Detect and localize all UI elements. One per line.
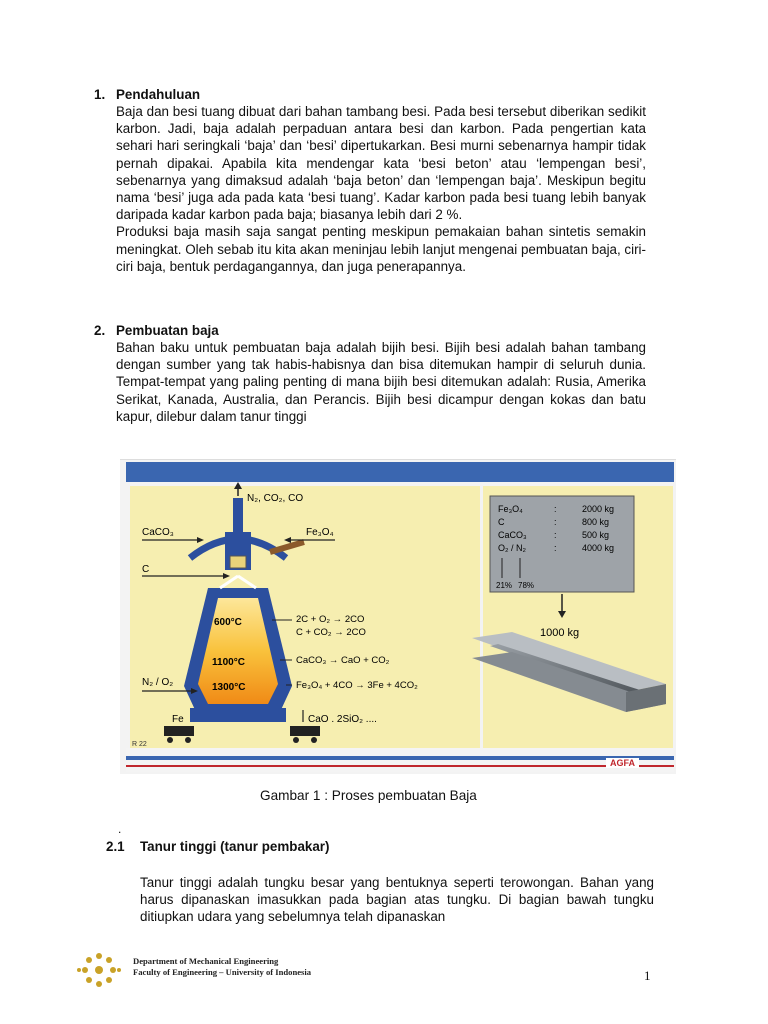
paragraph: Bahan baku untuk pembuatan baja adalah bijih besi. Bijih besi adalah bahan tambang dengan sumber yang tak habis-habisnya dan bisa ditemukan hampir di seluruh dunia. Tempat-tempat yang paling penting di mana bijih besi ditemukan adalah: Rusia, Amerika Serikat, Kanada, Australia, dan Perancis. Bijih besi dicampur dengan kokas dan batu kapur, dilebur dalam tanur tinggi (116, 340, 646, 424)
reaction-1: 2C + O₂ → 2CO (296, 614, 365, 625)
steel-beam-icon (472, 632, 666, 712)
subsection-number: 2.1 (106, 839, 125, 854)
figure-code: R 22 (132, 741, 147, 748)
section-heading: Pembuatan baja (116, 323, 219, 338)
temperature-zone-1: 600°C (214, 617, 242, 628)
material-amount: 500 kg (582, 530, 610, 540)
figure-caption: Gambar 1 : Proses pembuatan Baja (260, 788, 477, 803)
furnace-diagram (120, 460, 676, 774)
iron-output-label: Fe (172, 714, 184, 725)
percent-n2: 78% (518, 581, 535, 590)
material-name: O₂ / N₂ (498, 543, 526, 553)
blast-furnace (184, 576, 292, 722)
material-amount: 800 kg (582, 517, 610, 527)
reaction-2: C + CO₂ → 2CO (296, 627, 366, 638)
input-carbon-label: C (142, 564, 150, 575)
section-body (116, 103, 646, 275)
subsection-heading: Tanur tinggi (tanur pembakar) (140, 839, 330, 854)
brand-logo: AGFA (606, 758, 639, 768)
section-steelmaking (94, 322, 654, 452)
subsection-body: Tanur tinggi adalah tungku besar yang bentuknya seperti terowongan. Bahan yang harus dipanaskan imasukkan pada bagian atas tungku. Di bagian bawah tungku ditiupkan udara yang sebelumnya telah dipanaskan (140, 875, 654, 925)
material-sep: : (554, 517, 557, 527)
material-amount: 4000 kg (582, 543, 615, 553)
air-input-label: N₂ / O₂ (142, 677, 174, 688)
input-caco3-label: CaCO₃ (142, 527, 174, 538)
percent-o2: 21% (496, 581, 513, 590)
material-name: C (498, 517, 505, 527)
slag-output-label: CaO . 2SiO₂ .... (308, 714, 377, 725)
section-introduction (94, 86, 654, 296)
reaction-3: CaCO₃ → CaO + CO₂ (296, 655, 390, 666)
material-sep: : (554, 530, 557, 540)
figure-steelmaking-process (120, 459, 676, 774)
page-number: 1 (644, 968, 651, 983)
exhaust-gas-label: N₂, CO₂, CO (247, 493, 304, 504)
exhaust-pipe (233, 482, 243, 534)
temperature-zone-3: 1300°C (212, 682, 246, 693)
footer-line-1: Department of Mechanical Engineering (133, 956, 279, 966)
material-amount: 2000 kg (582, 504, 615, 514)
stray-dot: . (118, 822, 122, 836)
temperature-zone-2: 1100°C (212, 657, 245, 668)
section-number: 2. (94, 323, 106, 338)
materials-box (490, 496, 634, 592)
section-body (116, 339, 646, 425)
footer-affiliation (133, 956, 311, 978)
input-fe3o4-label: Fe₃O₄ (306, 527, 334, 538)
paragraph: Baja dan besi tuang dibuat dari bahan tambang besi. Pada besi tersebut diberikan sedikit karbon. Jadi, baja adalah perpaduan antara besi dan karbon. Pada pengertian kata sehari hari seringkali ‘baja’ dan ‘besi’ dipertukarkan. Besi murni sebenarnya hampir tidak pernah dipakai. Apabila kita mendengar kata ‘besi beton’ atau ‘lempengan besi’, sebenarnya yang dimaksud adalah ‘baja beton’ dan ‘lempengan baja’. Meskipun begitu nama ‘besi’ juga ada pada kata ‘besi tuang’. Kadar karbon pada besi tuang lebih banyak daripada kadar karbon pada baja; biasanya lebih dari 2 %. (116, 104, 646, 223)
material-name: CaCO₃ (498, 530, 527, 540)
paragraph: Produksi baja masih saja sangat penting meskipun pemakaian bahan sintetis semakin meningkat. Oleh sebab itu kita akan meninjau lebih lanjut mengenai pembuatan baja, ciri-ciri baja, bentuk perdagangannya, dan juga penerapannya. (116, 224, 646, 274)
slag-cart (290, 726, 320, 743)
iron-cart (164, 726, 194, 743)
material-sep: : (554, 543, 557, 553)
university-logo-icon (76, 950, 122, 990)
output-mass-label: 1000 kg (540, 627, 580, 639)
reaction-4: Fe₃O₄ + 4CO → 3Fe + 4CO₂ (296, 680, 418, 691)
section-number: 1. (94, 87, 106, 102)
material-name: Fe₃O₄ (498, 504, 523, 514)
section-heading: Pendahuluan (116, 87, 201, 102)
furnace-top-loader (190, 532, 304, 570)
material-sep: : (554, 504, 557, 514)
footer-line-2: Faculty of Engineering – University of Indonesia (133, 967, 312, 977)
